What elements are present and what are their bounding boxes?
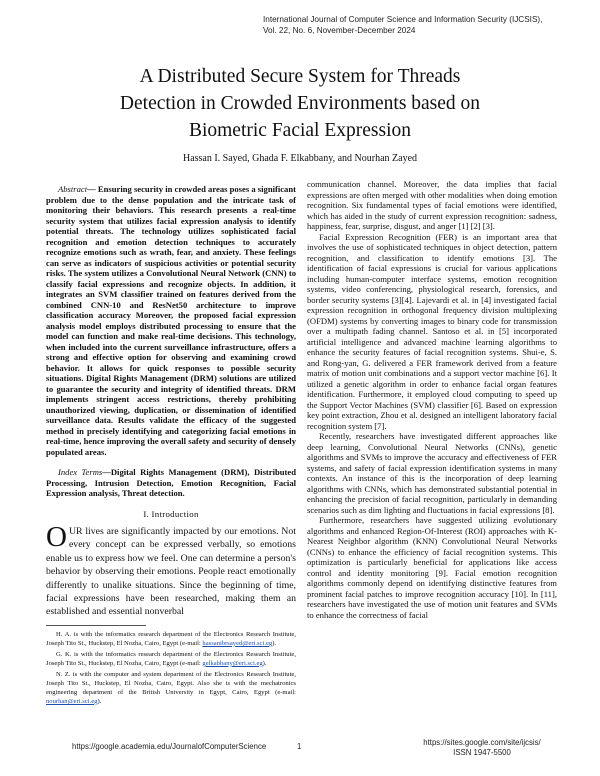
right-paragraph-2: Facial Expression Recognition (FER) is an important area that involves the use of sophisticated techniques in object detection, pattern recognition, and classification to identify emotions [3]. The identification of facial expressions is crucial for various applications including human-computer interface systems, emotion recognition systems, video conferencing, physiological research, forensics, and border security systems [3][4]. Lajevardi et al. in [4] investigated facial expression recognition in orthogonal frequency division multiplexing (OFDM) systems by converting images to binary code for transmission over a multipath fading channel. Santoso et al. in [5] incorporated artificial intelligence and advanced machine learning algorithms to enhance the security features of facial recognition systems. Shui-e, S. and Rong-yan, G. delivered a FER framework derived from a feature matrix of motion unit combinations and a support vector machine [6]. It utilized a genetic algorithm in order to enhance facial organ features identification. Furthermore, it employed cloud computing to speed up the Support Vector Machines (SVM) classifier [6]. Based on expression key point extraction, Zhou et al. designed an intelligent laboratory facial recognition system [7]. (307, 231, 557, 431)
footnote-3-text: N. Z. is with the computer and system department of the Electronics Research Institute, Joseph Tito St., Huckstep, El Nozha, Cairo, Egypt. Also she is with the mechatronics engineering department of the British University in Egypt, Cairo, Egypt (e-mail: (46, 670, 296, 696)
footer-right (412, 738, 552, 758)
journal-header (263, 14, 593, 36)
footnote-2-end: ). (262, 659, 267, 667)
index-terms (46, 467, 296, 499)
footer-issn: ISSN 1947-5500 (453, 748, 511, 757)
footnote-3 (46, 670, 296, 706)
footnotes (46, 630, 296, 706)
footnote-2 (46, 650, 296, 668)
abstract-text: — Ensuring security in crowded areas poses a significant problem due to the dense population and the intricate task of monitoring their behaviors. This research presents a real-time security system that utilizes facial expression analysis to identify potential threats. The technology utilizes sophisticated facial recognition and emotion detection techniques to accurately recognize emotions such as wrath, fear, and anxiety. These feelings can serve as indicators of suspicious activities or potential security risks. The system utilizes a Convolutional Neural Network (CNN) to classify facial expressions and recognize objects. In addition, it integrates an SVM classifier trained on features derived from the combined CNN-10 and ResNet50 architecture to improve classification accuracy Moreover, the proposed facial expression analysis model employs distributed processing to ensure that the model can function and make real-time decisions. This technology, when included into the current surveillance infrastructure, offers a strong and effective option for observing and examining crowd behavior. It allows for quick responses to possible security situations. Digital Rights Management (DRM) solutions are utilized to guarantee the security and integrity of identified threats. DRM implements stringent access restrictions, thereby prohibiting unauthorized viewing, duplication, or dissemination of identified surveillance data. Results validate the efficacy of the suggested method in precisely identifying and categorizing facial emotions in real-time, hence improving the overall safety and security of densely populated areas. (46, 184, 296, 457)
footer-left-url[interactable]: https://google.academia.edu/JournalofComputerScience (72, 742, 267, 751)
index-terms-label: Index Terms (58, 467, 103, 477)
index-terms-text: —Digital Rights Management (DRM), Distributed Processing, Intrusion Detection, Emotion Recognition, Facial Expression analysis, Threat detection. (46, 467, 296, 498)
footnote-divider (46, 625, 146, 626)
abstract (46, 184, 296, 457)
footnote-2-email-link[interactable]: gelkabbany@eri.sci.eg (202, 659, 263, 667)
right-paragraph-3: Recently, researchers have investigated different approaches like deep learning, Convolutional Neural Networks (CNNs), genetic algorithms and SVMs to improve the accuracy and effectiveness of FER systems, and safety of facial expression identification systems in many contexts. An instance of this is the incorporation of deep learning algorithms with CNNs, which has demonstrated substantial potential in enhancing the precision of facial recognition, particularly in demanding scenarios such as dim lighting and fluctuations in facial expressions [8]. (307, 431, 557, 515)
abstract-label: Abstract (58, 184, 88, 194)
drop-cap: O (46, 521, 67, 553)
paper-title (40, 63, 560, 144)
footnote-1 (46, 630, 296, 648)
intro-paragraph (46, 521, 296, 619)
footnote-1-text: H. A. is with the informatics research department of the Electronics Research Institute, Joseph Tito St., Huckstep, El Nozha, Cairo, Egypt (e-mail: (46, 630, 296, 647)
footnote-2-text: G. K. is with the informatics research department of the Electronics Research Institute, Joseph Tito St., Huckstep, El Nozha, Cairo, Egypt (e-mail: (46, 650, 296, 667)
journal-header-line1: International Journal of Computer Science and Information Security (IJCSIS), (263, 15, 543, 24)
right-paragraph-1: communication channel. Moreover, the data implies that facial expressions are often merged with other modalities when doing emotion recognition. Six fundamental types of facial emotions were identified, which has aided in the study of current expression recognition: sadness, happiness, fear, surprise, disgust, and anger [1] [2] [3]. (307, 179, 557, 231)
footer-right-url[interactable]: https://sites.google.com/site/ijcsis/ (423, 738, 541, 747)
footnote-1-end: ). (272, 639, 277, 647)
paper-title-line3: Biometric Facial Expression (188, 120, 412, 141)
footnote-3-email-link[interactable]: nourhan@eri.sci.eg (46, 697, 98, 705)
paper-title-line1: A Distributed Secure System for Threads (139, 66, 461, 87)
footnote-3-end: ). (97, 697, 102, 705)
right-column (307, 179, 557, 620)
author-list: Hassan I. Sayed, Ghada F. Elkabbany, and Nourhan Zayed (182, 153, 418, 164)
intro-text: UR lives are significantly impacted by our emotions. Not every concept can be expressed verbally, so emotions enable us to express how we feel. One can determine a person's behavior by observing their emotions. People react emotionally differently to unalike situations. Since the beginning of time, facial expressions have been researched, making them an established and essential nonverbal (46, 526, 296, 618)
left-column (46, 184, 296, 708)
right-paragraph-4: Furthermore, researchers have suggested utilizing evolutionary algorithms and enhanced Region-Of-Interest (ROI) approaches with K-Nearest Neighbor algorithm (KNN) Convolutional Neural Networks (CNNs) to enhance the efficiency of facial recognition systems. This optimization is particularly beneficial for applications like access control and identity monitoring [9]. Facial emotion recognition algorithms commonly depend on identifying distinctive features from prominent facial patches to improve recognition accuracy [10]. In [11], researchers have investigated the use of motion unit features and SVMs to enhance the correctness of facial (307, 515, 557, 620)
section-heading-introduction: I. Introduction (143, 508, 199, 519)
journal-header-line2: Vol. 22, No. 6, November-December 2024 (263, 26, 416, 35)
page-number: 1 (297, 742, 302, 751)
footnote-1-email-link[interactable]: hassanibrsayed@eri.sci.eg (202, 639, 273, 647)
paper-title-line2: Detection in Crowded Environments based on (119, 93, 481, 114)
